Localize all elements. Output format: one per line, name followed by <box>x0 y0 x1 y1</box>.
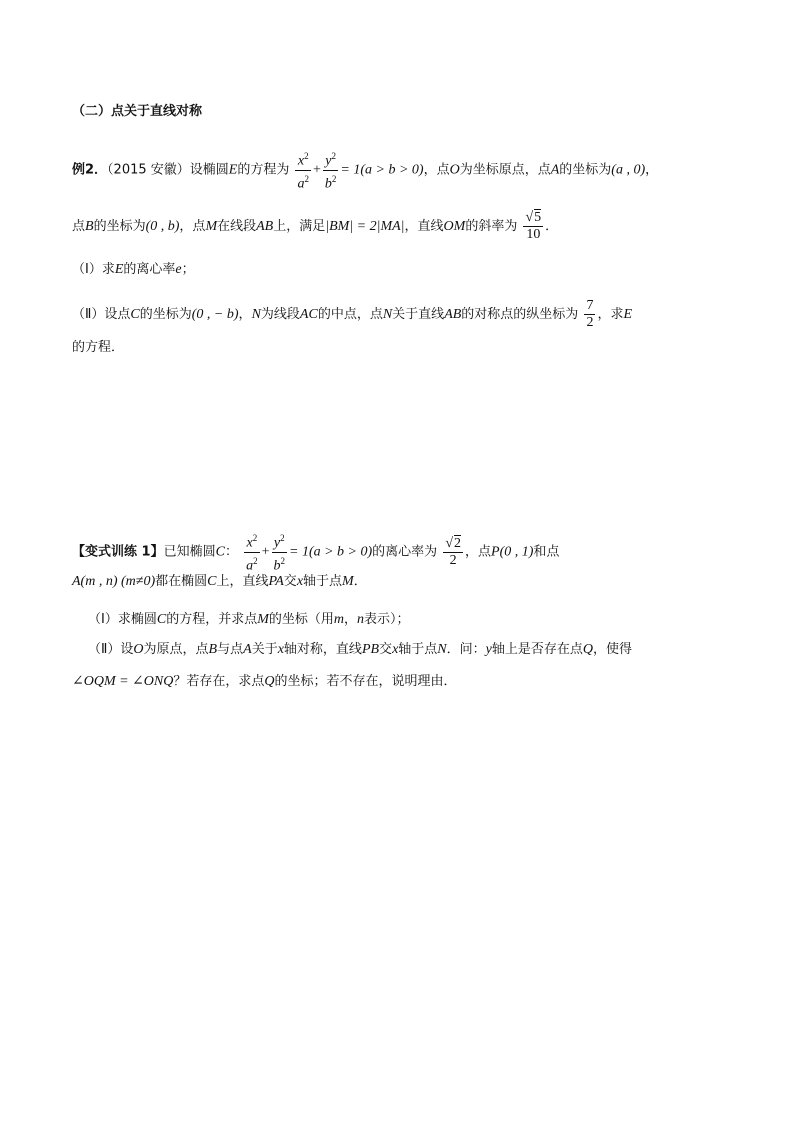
text: ，使得 <box>593 642 633 657</box>
text: ，点 <box>179 219 206 234</box>
fraction-y2-b2: $\frac{y^2}{b^2}$ <box>323 148 339 192</box>
math-var: N <box>251 307 261 322</box>
math-var: e <box>175 262 182 277</box>
text: 的坐标为 <box>139 307 192 322</box>
text: （2015 安徽）设椭圆 <box>107 162 229 178</box>
math-var: PA <box>268 574 284 589</box>
example2-line1 <box>72 148 658 192</box>
text: 的中点，点 <box>317 307 383 322</box>
text: 上，直线 <box>216 574 269 589</box>
text: 为线段 <box>260 307 300 322</box>
text: 的离心率 <box>123 262 176 277</box>
example-label: 例2． <box>72 162 108 178</box>
text: 表示）； <box>364 612 410 627</box>
math-var: E <box>228 162 238 178</box>
math-expr: (0 , b) <box>145 219 180 234</box>
fraction-x2-a2: $\frac{x^2}{a^2}$ <box>244 530 260 574</box>
math-expr: |BM| = 2|MA| <box>325 219 405 234</box>
text: 的斜率为 <box>465 219 518 234</box>
math-var: N <box>382 307 393 322</box>
text: ，求 <box>597 307 624 322</box>
math-var: OM <box>443 219 466 234</box>
math-var: Q <box>582 642 594 657</box>
text: 轴于点 <box>303 574 343 589</box>
text: ． <box>353 574 367 589</box>
section-heading: （二）点关于直线对称 <box>72 104 203 119</box>
math-var: C <box>207 574 217 589</box>
text: 点 <box>72 219 86 234</box>
math-var: Q <box>264 674 275 689</box>
variant1-part2 <box>88 640 632 660</box>
text: 在线段 <box>217 219 257 234</box>
math-var: M <box>342 574 354 589</box>
text: ？若存在，求点 <box>173 674 265 689</box>
math-var: A <box>243 642 252 657</box>
text: ： <box>224 544 238 560</box>
example2-line2 <box>72 210 558 243</box>
math-var: C <box>130 307 140 322</box>
text: 的坐标为 <box>559 162 612 178</box>
text: 轴于点 <box>398 642 438 657</box>
text: 和点 <box>533 544 560 560</box>
math-var: x <box>392 642 399 657</box>
math-var: M <box>205 219 218 234</box>
fraction-sqrt5-10: $\frac{√5}{10}$ <box>525 210 542 242</box>
math-expr: A(m , n) (m≠0) <box>72 574 156 589</box>
text: 上，满足 <box>273 219 326 234</box>
text: 的方程，并求点 <box>166 612 258 627</box>
variant1-line1 <box>72 530 559 574</box>
math-var: C <box>215 544 225 560</box>
math-expr: ∠OQM = ∠ONQ <box>72 674 174 689</box>
text: （Ⅱ）设点 <box>72 307 131 322</box>
math-var: B <box>208 642 218 657</box>
fraction-sqrt2-2: $\frac{√2}{2}$ <box>445 535 462 568</box>
math-var: O <box>449 162 460 178</box>
math-expr: = 1(a > b > 0) <box>340 162 424 178</box>
fraction-7-2: $\frac{7}{2}$ <box>586 298 594 330</box>
text: ．问： <box>446 642 486 657</box>
math-var: AB <box>444 307 462 322</box>
math-var: O <box>133 642 144 657</box>
variant1-part2-cont <box>72 672 457 692</box>
text: 关于直线 <box>392 307 445 322</box>
text: 为坐标原点，点 <box>459 162 551 178</box>
text: ，点 <box>423 162 450 178</box>
math-var: m <box>333 612 345 627</box>
text: ， <box>344 612 358 627</box>
math-var: E <box>114 262 124 277</box>
text: （Ⅱ）设 <box>88 642 134 657</box>
text: 的坐标为 <box>93 219 146 234</box>
text: ， <box>645 162 659 178</box>
text: 的离心率为 <box>372 544 438 560</box>
math-expr: (a , 0) <box>611 162 646 178</box>
math-var: N <box>437 642 447 657</box>
math-expr: (0 , − b) <box>191 307 239 322</box>
math-var: AC <box>299 307 318 322</box>
example2-part2-cont: 的方程． <box>72 340 125 355</box>
math-var: n <box>357 612 365 627</box>
fraction-x2-a2: $\frac{x^2}{a^2}$ <box>295 148 311 192</box>
text: 与点 <box>217 642 244 657</box>
math-var: x <box>277 642 284 657</box>
math-var: y <box>485 642 492 657</box>
variant1-part1 <box>88 610 410 630</box>
math-expr: P(0 , 1) <box>491 544 534 560</box>
fraction-y2-b2: $\frac{y^2}{b^2}$ <box>272 530 288 574</box>
math-var: AB <box>256 219 274 234</box>
math-var: A <box>550 162 560 178</box>
math-var: B <box>85 219 94 234</box>
text: 交 <box>283 574 297 589</box>
math-var: C <box>156 612 167 627</box>
text: 轴对称，直线 <box>283 642 362 657</box>
text: （Ⅰ）求 <box>72 262 115 277</box>
variant-label: 【变式训练 1】 <box>72 544 164 560</box>
text: 已知椭圆 <box>163 544 216 560</box>
variant1-line2 <box>72 572 367 592</box>
text: 的坐标；若不存在，说明理由． <box>274 674 457 689</box>
math-op: + <box>261 544 270 560</box>
example2-part1 <box>72 260 195 280</box>
text: ； <box>181 262 195 277</box>
text: 为原点，点 <box>143 642 209 657</box>
text: 的对称点的纵坐标为 <box>461 307 579 322</box>
text: ． <box>545 219 559 234</box>
text: ， <box>238 307 252 322</box>
math-expr: = 1(a > b > 0) <box>289 544 373 560</box>
text: 轴上是否存在点 <box>491 642 583 657</box>
text: ，直线 <box>404 219 444 234</box>
text: 关于 <box>251 642 278 657</box>
math-op: + <box>312 162 321 178</box>
text: 交 <box>379 642 393 657</box>
text: （Ⅰ）求椭圆 <box>88 612 157 627</box>
example2-part2 <box>72 298 632 331</box>
text: 的坐标（用 <box>268 612 334 627</box>
math-var: x <box>296 574 304 589</box>
text: 的方程为 <box>237 162 290 178</box>
text: ，点 <box>465 544 492 560</box>
math-var: M <box>257 612 269 627</box>
math-var: E <box>623 307 633 322</box>
text: 都在椭圆 <box>155 574 208 589</box>
math-var: PB <box>361 642 380 657</box>
